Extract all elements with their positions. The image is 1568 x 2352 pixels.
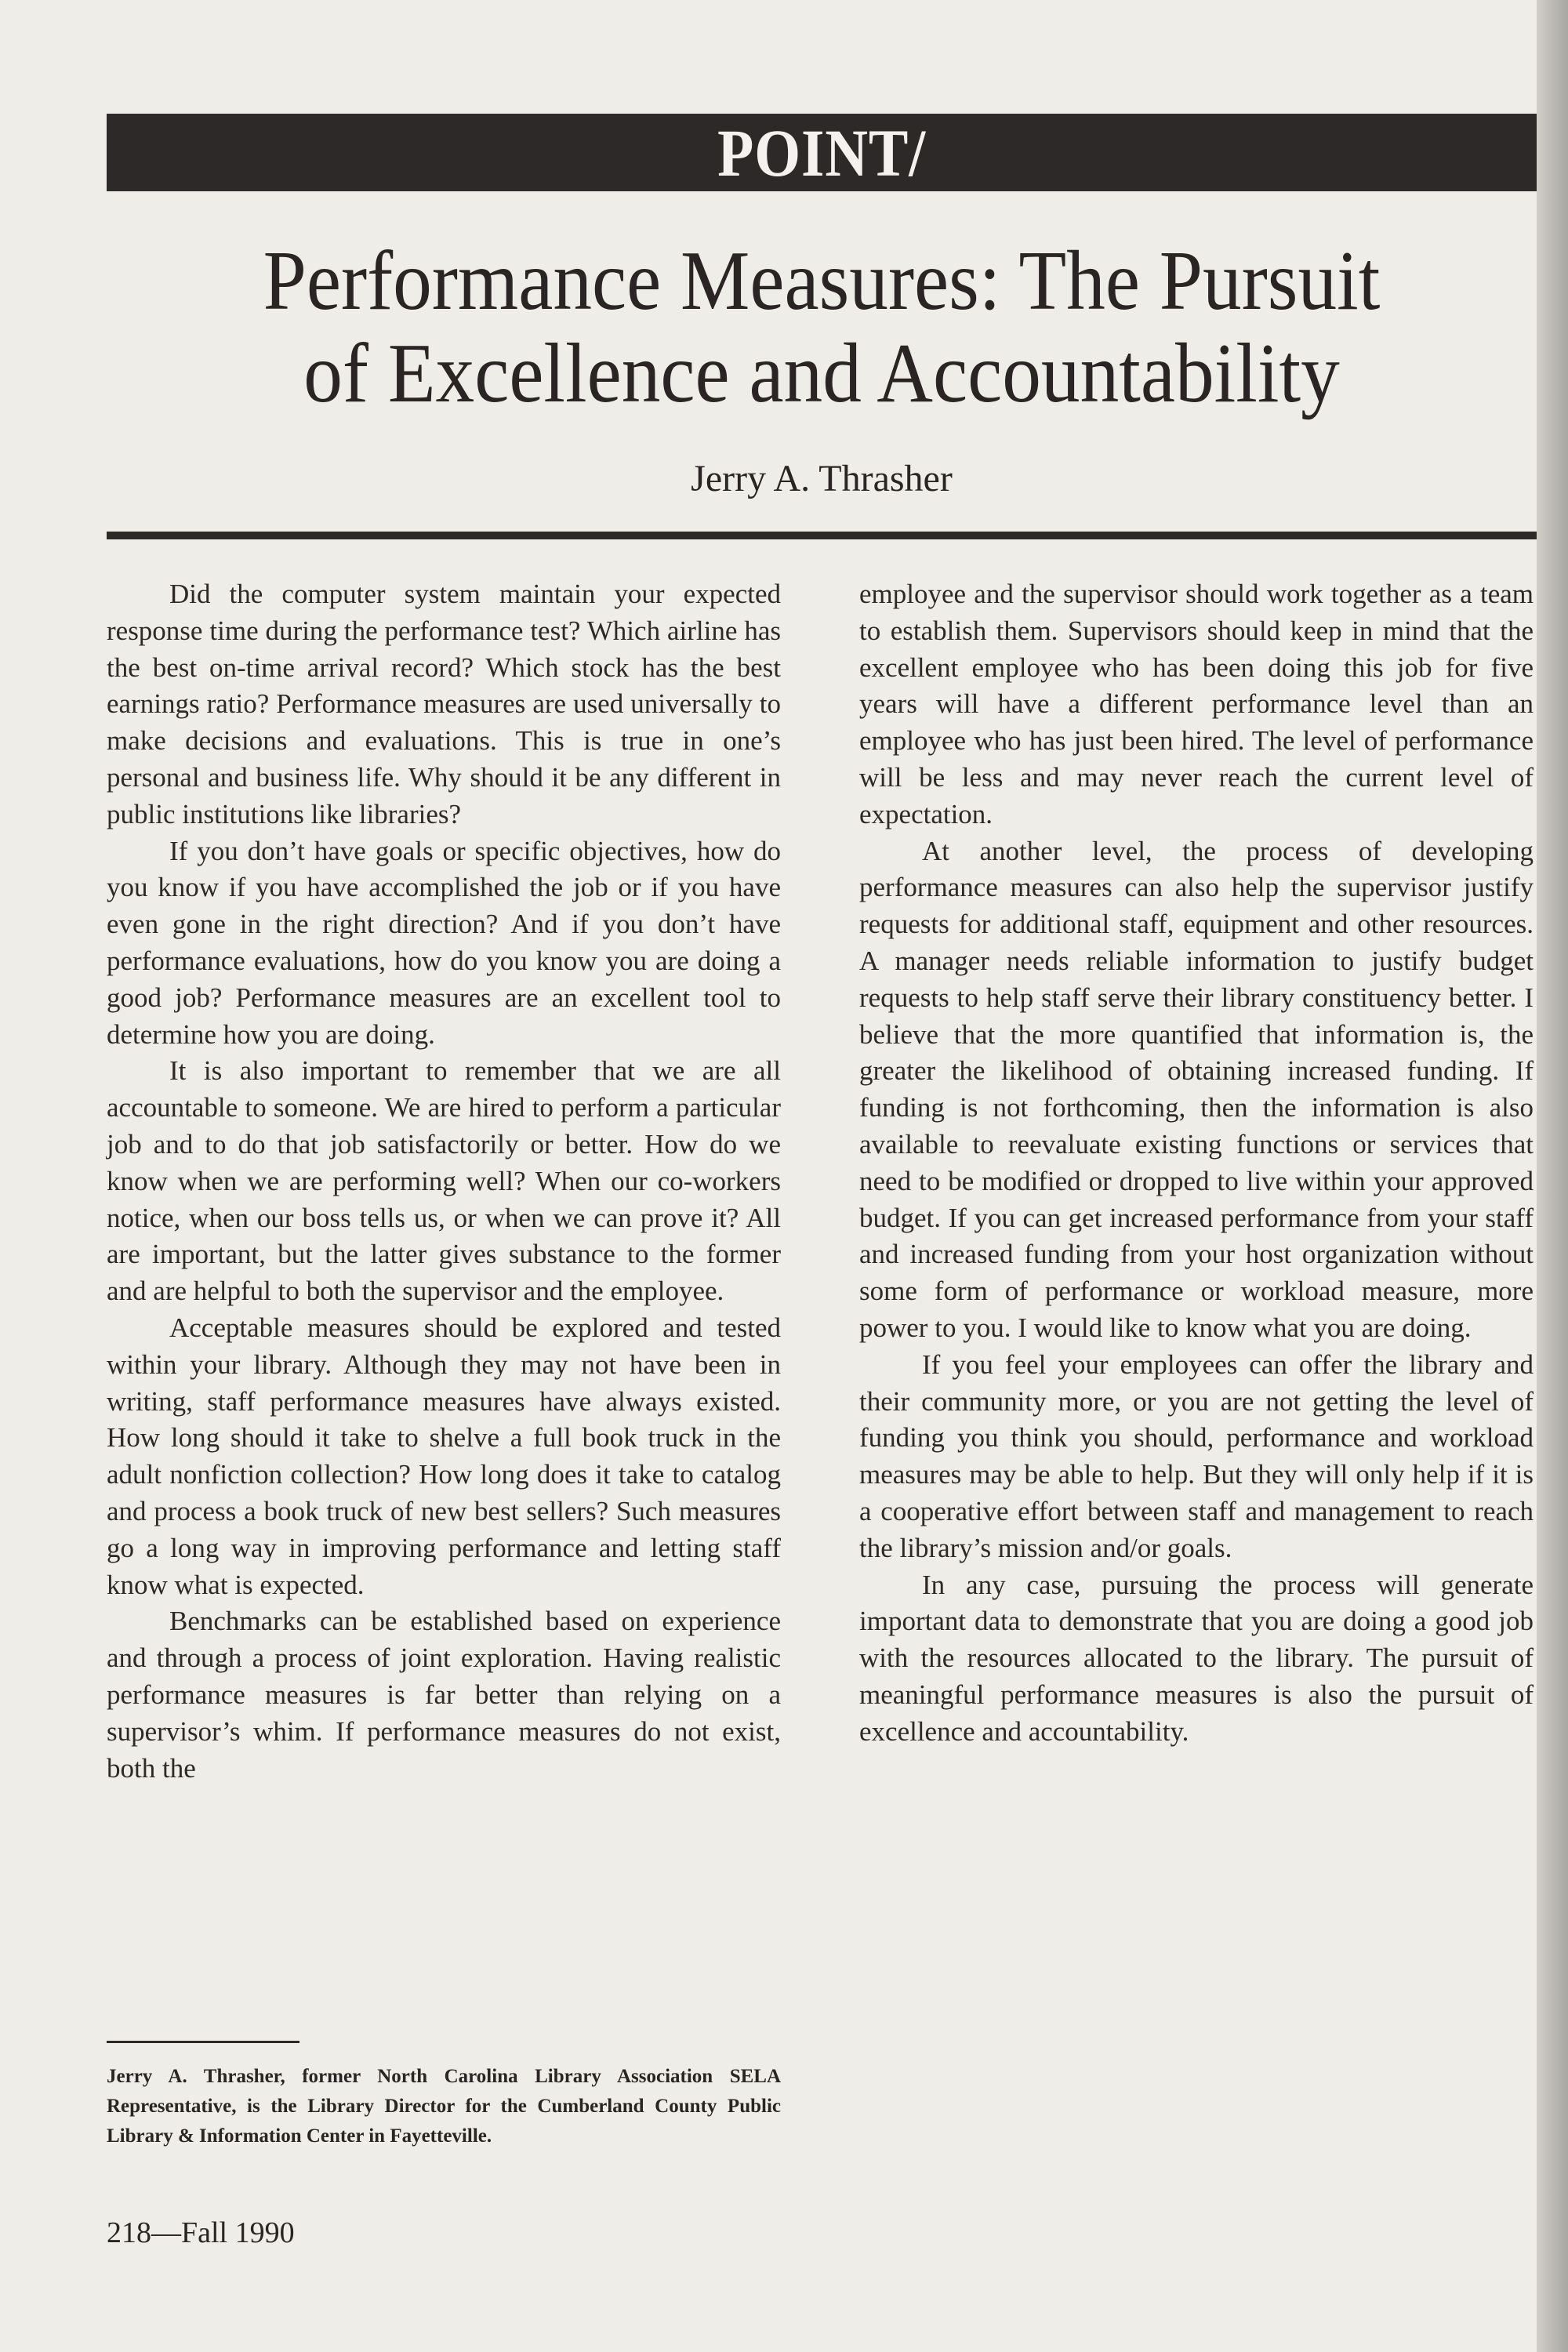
byline: Jerry A. Thrasher: [691, 458, 953, 499]
title-line-1: Performance Measures: The Pursuit: [263, 234, 1381, 328]
paragraph: Acceptable measures should be explored and tested within your library. Although they may not have been in writing, staff performance measures have always existed. How long should it take to shelve a full book truck in the adult nonfiction collection? How long does it take to catalog and process a book truck of new best sellers? Such measures go a long way in improving performance and letting staff know what is expected.: [107, 1312, 781, 1600]
left-column: [107, 576, 781, 1787]
paragraph: Benchmarks can be established based on experience and through a process of joint exploration. Having realistic performance measures is far better than relying on a supervisor’s whim. If performance measures do not exist, both the: [107, 1606, 781, 1784]
paragraph: If you don’t have goals or specific objectives, how do you know if you have accomplished the job or if you have even gone in the right direction? And if you don’t have performance evaluations, how do you know you are doing a good job? Performance measures are an excellent tool to determine how you are doing.: [107, 835, 781, 1050]
paragraph-continued: employee and the supervisor should work together as a team to establish them. Supervisors should keep in mind that the excellent employee who has been doing this job for five years will have a different performance level than an employee who has just been hired. The level of performance will be less and may never reach the current level of expectation.: [859, 579, 1534, 829]
footnote-rule-divider: [107, 2041, 299, 2043]
paragraph: It is also important to remember that we are all accountable to someone. We are hired to perform a particular job and to do that job satisfactorily or better. How do we know when we are performing well? When our co-workers notice, when our boss tells us, or when we can prove it? All are important, but the latter gives substance to the former and are helpful to both the supervisor and the employee.: [107, 1055, 781, 1307]
page-edge-shadow: [1537, 0, 1568, 2352]
paragraph: In any case, pursuing the process will generate important data to demonstrate that you are doing a good job with the resources allocated to the library. The pursuit of meaningful performance measures is also the pursuit of excellence and accountability.: [859, 1569, 1534, 1747]
paragraph: Did the computer system maintain your expected response time during the performance test? Which airline has the best on-time arrival record? Which stock has the best earnings ratio? Performance measures are used universally to make decisions and evaluations. This is true in one’s personal and business life. Why should it be any different in public institutions like libraries?: [107, 579, 781, 829]
paragraph: At another level, the process of developing performance measures can also help the supervisor justify requests for additional staff, equipment and other resources. A manager needs reliable information to justify budget requests to help staff serve their library constituency better. I believe that the more quantified that information is, the greater the likelihood of obtaining increased funding. If funding is not forthcoming, then the information is also available to reevaluate existing functions or services that need to be modified or dropped to live within your approved budget. If you can get increased performance from your staff and increased funding from your host organization without some form of performance or workload measure, more power to you. I would like to know what you are doing.: [859, 835, 1534, 1343]
right-column: [859, 576, 1534, 1751]
title-rule-divider: [107, 532, 1537, 539]
paragraph: If you feel your employees can offer the library and their community more, or you are not getting the level of funding you think you should, performance and workload measures may be able to help. But they will only help if it is a cooperative effort between staff and management to reach the library’s mission and/or goals.: [859, 1348, 1534, 1563]
page-number: 218—Fall 1990: [107, 2216, 295, 2249]
author-footnote: Jerry A. Thrasher, former North Carolina Library Association SELA Representative, is the Library Director for the Cumberland County Public Library & Information Center in Fayetteville.: [107, 2066, 781, 2147]
section-banner: [107, 114, 1537, 191]
title-line-2: of Excellence and Accountability: [303, 327, 1340, 420]
banner-label: POINT/: [717, 114, 926, 191]
article-title: [164, 235, 1479, 420]
